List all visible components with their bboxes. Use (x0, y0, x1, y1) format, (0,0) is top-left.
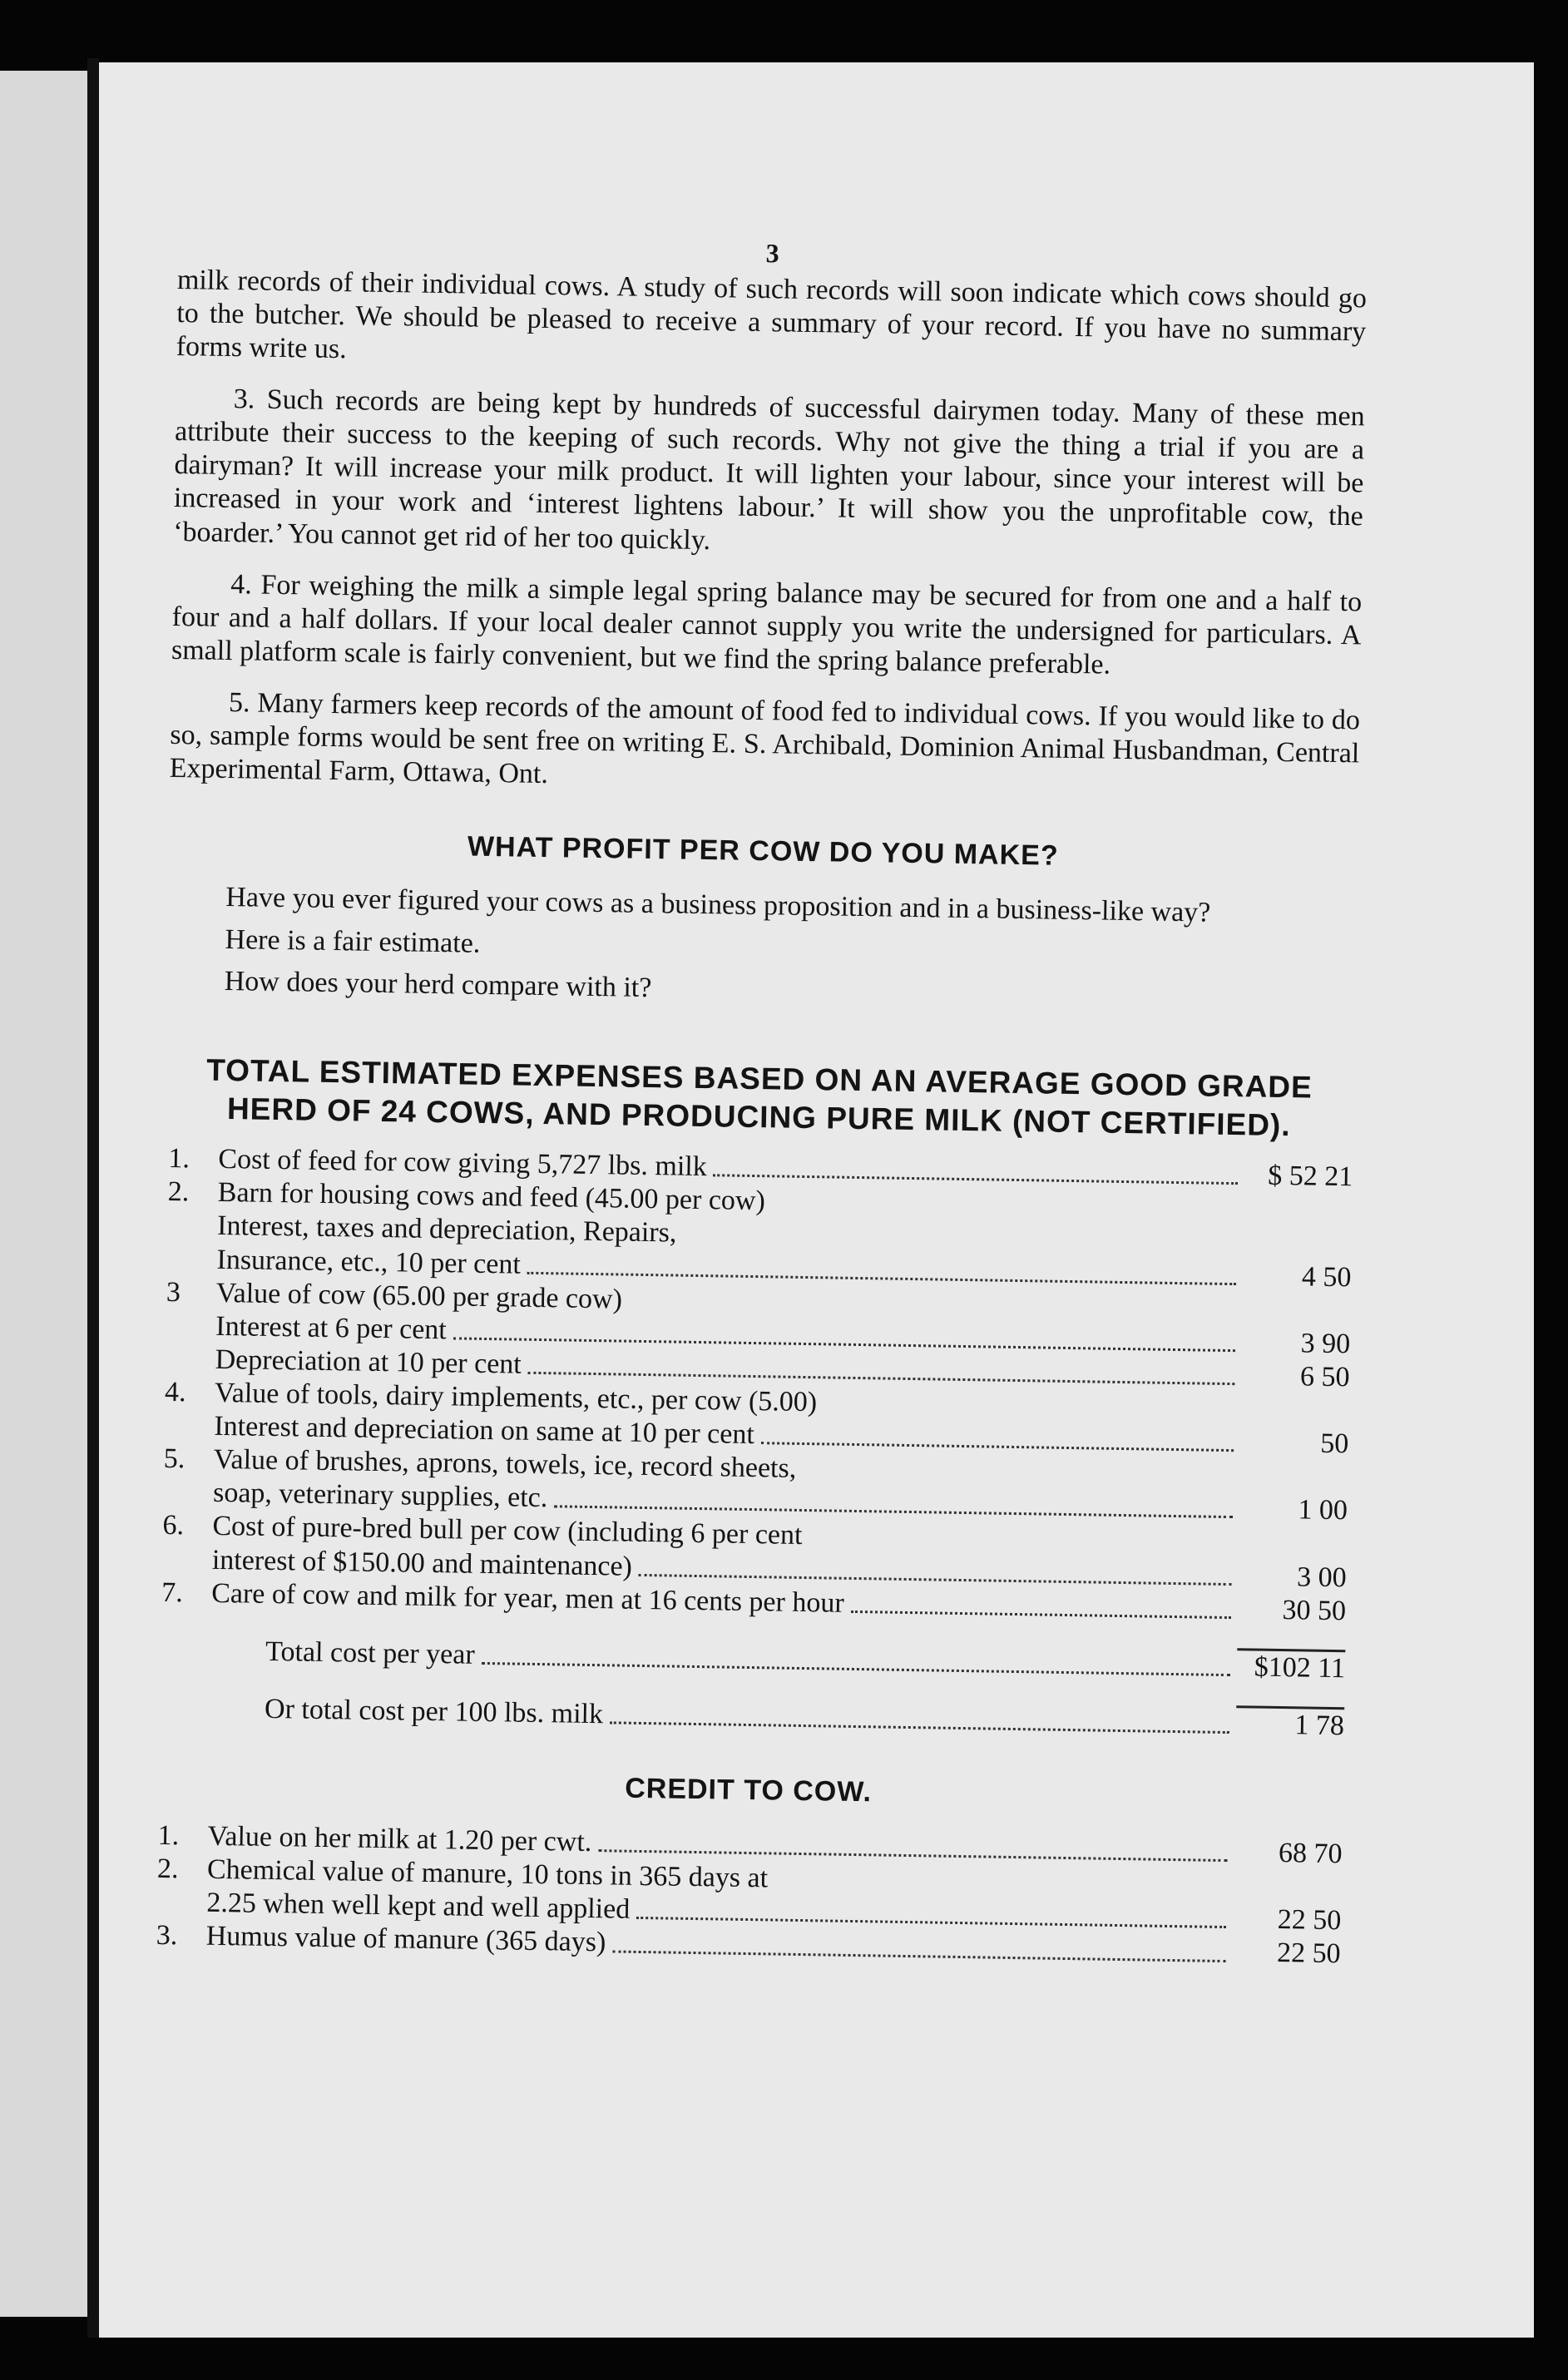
expense-item-number: 6. (162, 1510, 185, 1541)
expense-item-amount: 6 50 (1299, 1361, 1350, 1393)
paragraph-4: 4. For weighing the milk a simple legal spring balance may be secured for from one and a half to four and a half dollars. If your local dealer cannot supply you write the undersigned for particulars. A small platform scale is fairly convenient, but we find the spring balance preferable. (171, 568, 1363, 680)
expense-item-description: Cost of feed for cow giving 5,727 lbs. milk (218, 1144, 708, 1183)
document-page (99, 62, 1534, 2338)
credit-item-amount: 68 70 (1278, 1838, 1343, 1870)
expense-item-amount: 3 00 (1296, 1561, 1347, 1593)
expense-item-amount: 50 (1319, 1428, 1349, 1460)
credit-item-number: 3. (156, 1920, 178, 1952)
expense-item-description: Barn for housing cows and feed (45.00 per cow) (217, 1177, 766, 1217)
credit-item-number: 1. (157, 1819, 180, 1852)
expense-item-description: Value of cow (65.00 per grade cow) (215, 1277, 623, 1315)
expense-item-amount: 1 00 (1298, 1494, 1348, 1526)
expense-item-number: 2. (167, 1176, 190, 1208)
expense-item-description: Cost of pure-bred bull per cow (including 6 per cent (212, 1511, 803, 1551)
expense-item-description: Value of brushes, aprons, towels, ice, record sheets, (213, 1444, 797, 1485)
credit-item-description: 2.25 when well kept and well applied (206, 1888, 631, 1926)
expense-item-number: 3 (166, 1276, 181, 1308)
credit-item-amount: 22 50 (1276, 1937, 1341, 1970)
total-cost-row (156, 1631, 1346, 1686)
facing-page-edge (0, 71, 87, 2317)
credit-item-description: Humus value of manure (365 days) (205, 1921, 606, 1958)
expense-item-description: Interest at 6 per cent (215, 1310, 448, 1345)
expense-item-number: 4. (164, 1376, 186, 1408)
cost-per-100-label: Or total cost per 100 lbs. milk (264, 1693, 604, 1730)
expense-item-description: soap, veterinary supplies, etc. (212, 1477, 548, 1514)
expense-item-description: Interest and depreciation on same at 10 per cent (214, 1410, 755, 1451)
expense-list (156, 1142, 1353, 1628)
paragraph-3: 3. Such records are being kept by hundreds of successful dairymen today. Many of these men attribute their success to the keeping of such records. Why not give the thing a trial if you are a dairyman? It will increase your milk product. It will lighten your labour, since your interest will be increased in your work and ‘interest lightens labour.’ It will show you the unprofitable cow, the ‘boarder.’ You cannot get rid of her too quickly. (172, 383, 1365, 556)
credit-item-amount: 22 50 (1277, 1904, 1342, 1937)
page-number: 3 (765, 238, 779, 269)
book-spine-shadow (87, 58, 99, 2338)
profit-compare-line: How does your herd compare with it? (224, 965, 652, 1003)
expense-item-number: 5. (163, 1443, 185, 1475)
profit-estimate-line: Here is a fair estimate. (225, 923, 481, 959)
expense-item-amount: 4 50 (1301, 1260, 1352, 1293)
expense-item-description: Care of cow and milk for year, men at 16 cents per hour (210, 1577, 844, 1619)
expense-item-number: 7. (161, 1576, 184, 1608)
expense-item-number: 1. (168, 1143, 190, 1175)
cost-per-100-row (155, 1689, 1345, 1744)
credit-item-description: Chemical value of manure, 10 tons in 365 days at (206, 1853, 769, 1894)
expense-item-description: Interest, taxes and depreciation, Repairs, (216, 1210, 677, 1249)
profit-heading: WHAT PROFIT PER COW DO YOU MAKE? (467, 830, 1059, 873)
page-content (151, 229, 1367, 1972)
expense-item-amount: $ 52 21 (1267, 1160, 1353, 1193)
expense-item-description: Depreciation at 10 per cent (215, 1343, 522, 1380)
expense-item-amount: 30 50 (1282, 1594, 1347, 1626)
credit-item-description: Value on her milk at 1.20 per cwt. (207, 1820, 592, 1858)
intro-paragraph: milk records of their individual cows. A study of such records will soon indicate which cows should go to the butcher. We should be pleased to receive a summary of your record. If you have no summary forms write us. (176, 264, 1368, 365)
paragraph-5: 5. Many farmers keep records of the amount of food fed to individual cows. If you would like to do so, sample forms would be sent free on writing E. S. Archibald, Dominion Animal Husbandman, Central Experimental Farm, Ottawa, Ont. (169, 686, 1361, 790)
credit-item-number: 2. (156, 1853, 179, 1885)
credit-list (151, 1819, 1342, 1972)
total-cost-amount: $102 11 (1237, 1648, 1346, 1685)
expense-item-description: interest of $150.00 and maintenance) (211, 1544, 633, 1582)
profit-question: Have you ever figured your cows as a business proposition and in a business-like way? (225, 882, 1211, 928)
total-cost-label: Total cost per year (265, 1635, 475, 1670)
expense-item-amount: 3 90 (1300, 1328, 1351, 1360)
expense-item-description: Insurance, etc., 10 per cent (216, 1244, 522, 1280)
expenses-heading: TOTAL ESTIMATED EXPENSES BASED ON AN AVERAGE GOOD GRADE HERD OF 24 COWS, AND PRODUCING PURE MILK (NOT CERTIFIED). (206, 1052, 1313, 1143)
credit-heading: CREDIT TO COW. (624, 1772, 873, 1809)
expense-item-description: Value of tools, dairy implements, etc., per cow (5.00) (214, 1377, 818, 1418)
cost-per-100-amount: 1 78 (1236, 1705, 1345, 1743)
